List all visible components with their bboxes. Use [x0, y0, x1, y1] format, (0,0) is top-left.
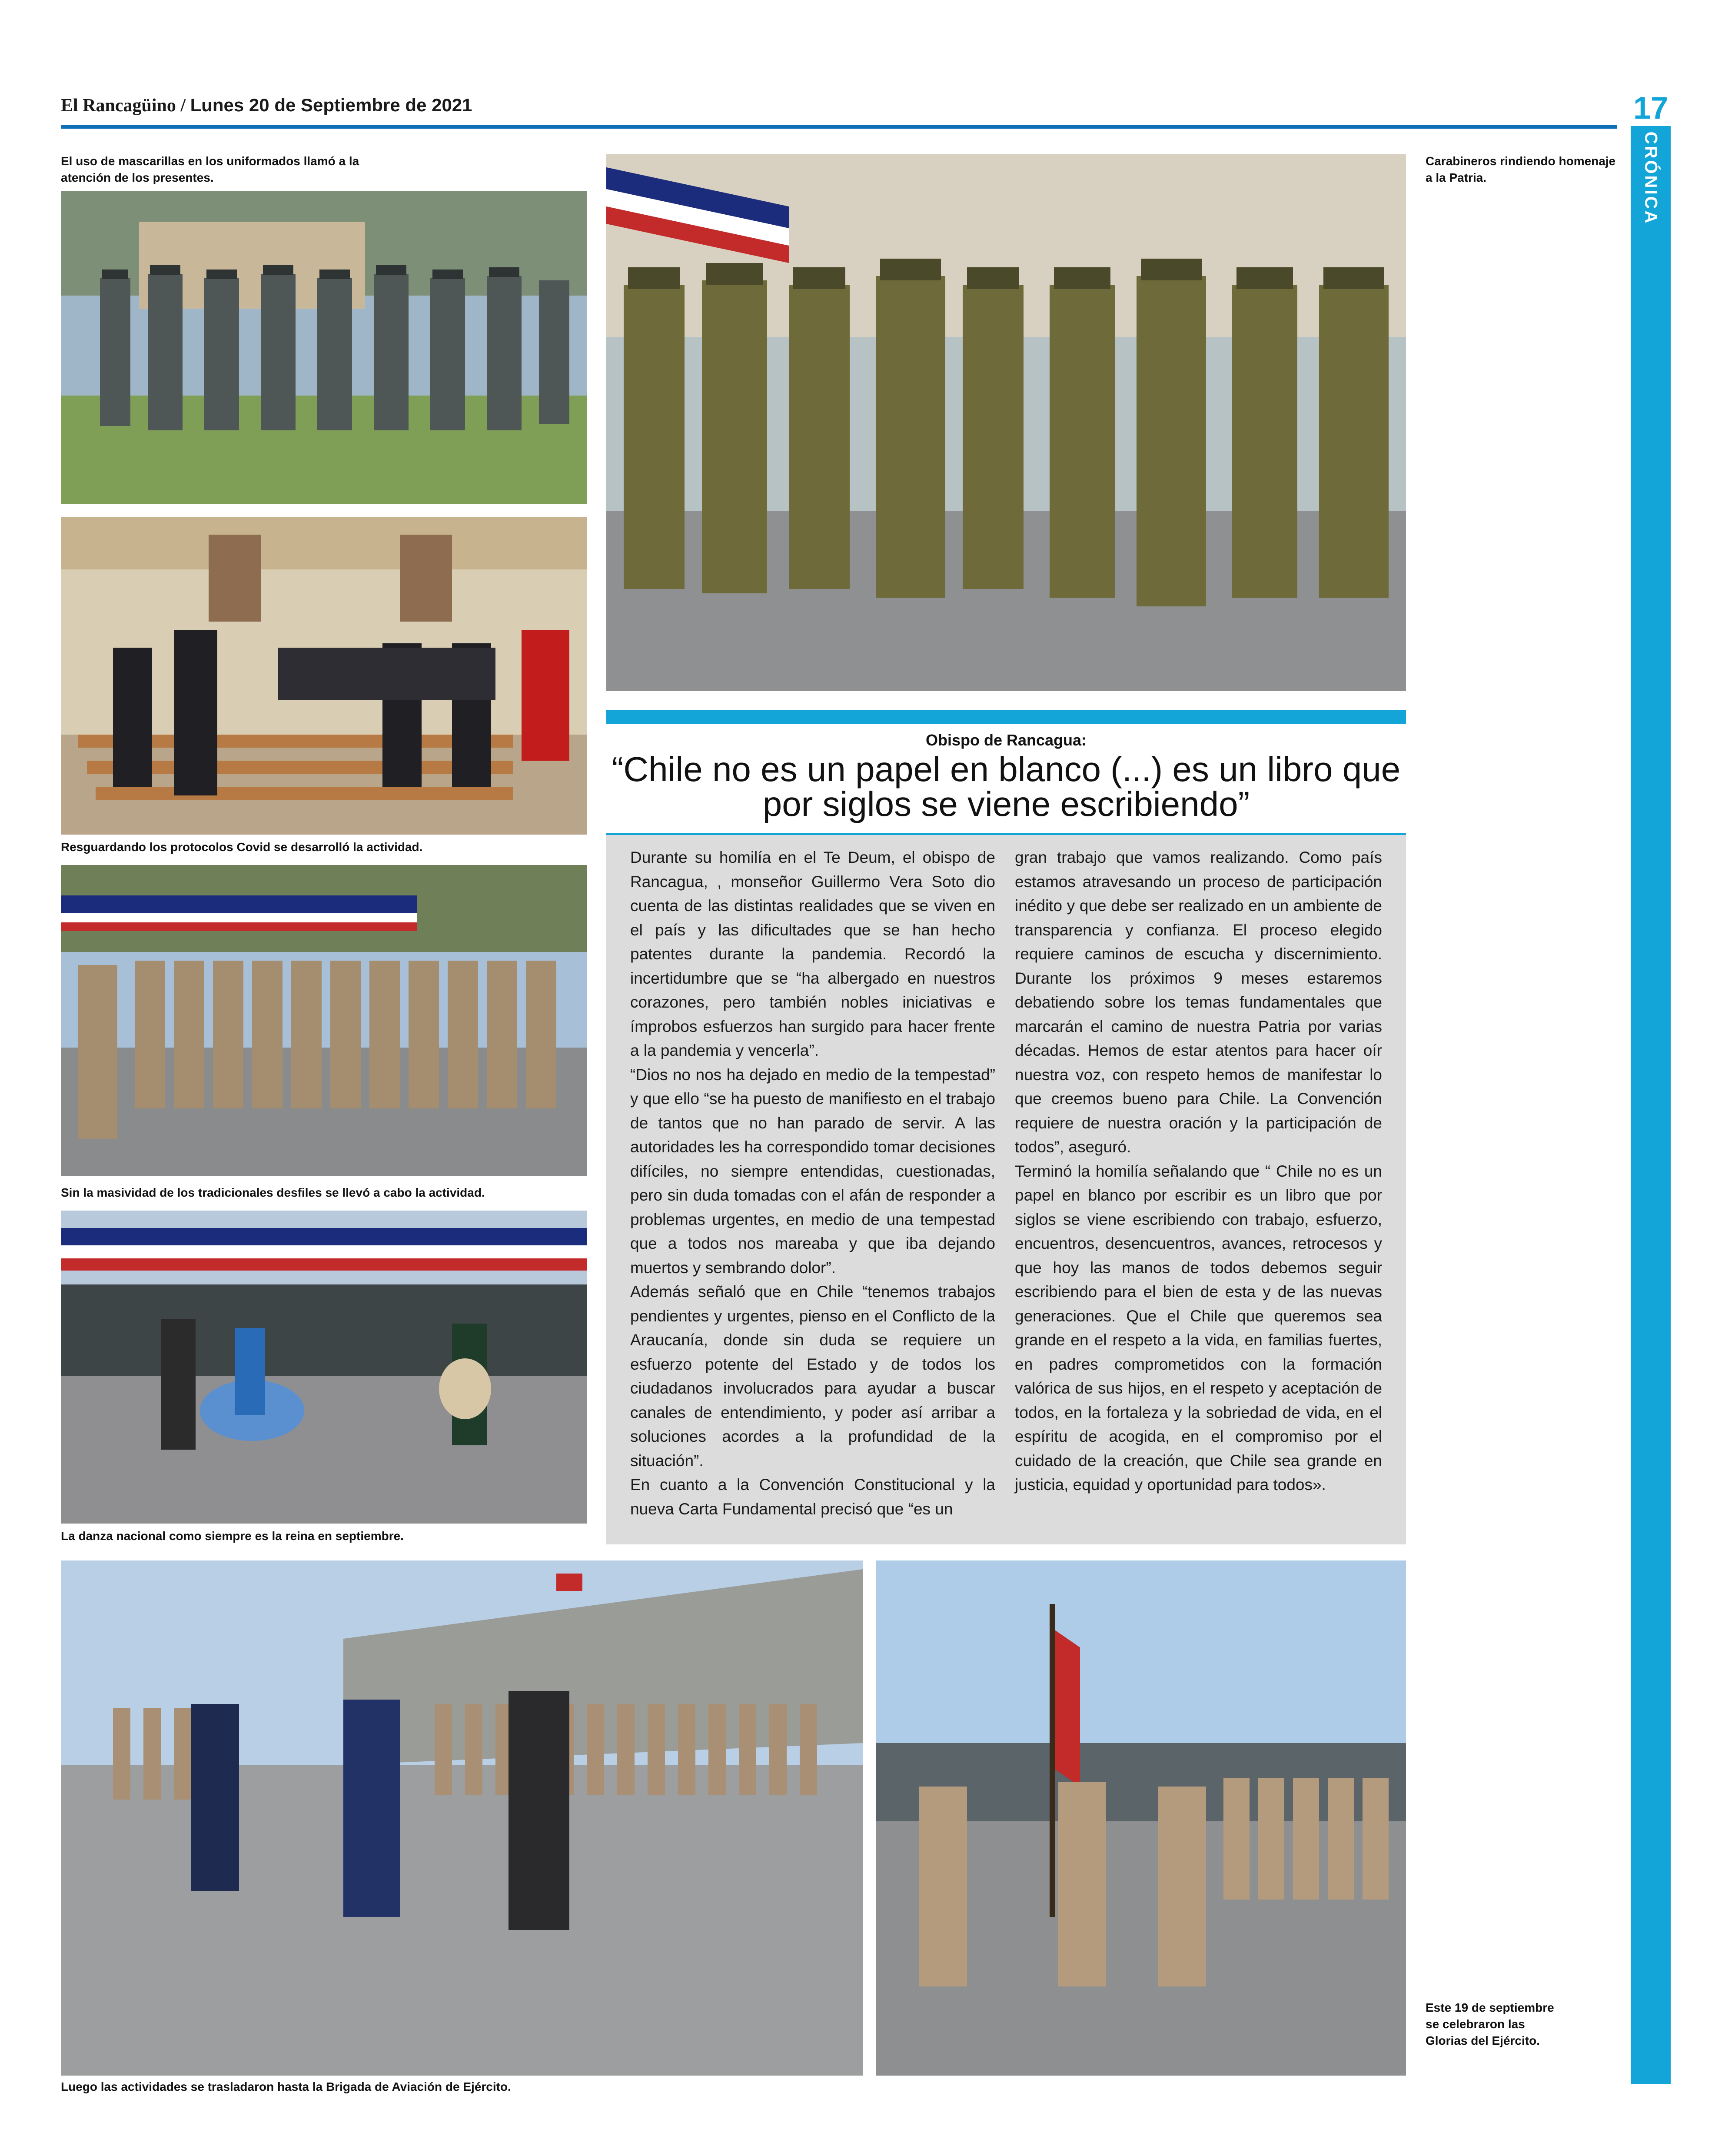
photo-army-march	[61, 865, 587, 1176]
masthead-title: El Rancagüino /	[61, 96, 186, 116]
caption-photo2: Resguardando los protocolos Covid se desarrolló la actividad.	[61, 840, 423, 854]
caption-photo4: La danza nacional como siempre es la reina en septiembre.	[61, 1529, 404, 1543]
page-number: 17	[1633, 91, 1668, 126]
caption-photo6: Luego las actividades se trasladaron hasta la Brigada de Aviación de Ejército.	[61, 2080, 511, 2093]
section-label-text: CRÓNICA	[1641, 131, 1661, 225]
caption-photo7: Este 19 de septiembre se celebraron las Glorias del Ejército.	[1426, 2001, 1554, 2047]
article-paragraph: “Dios no nos ha dejado en medio de la tempestad” y que ello “se ha puesto de manifiesto en el trabajo de tantos que no han parado de servir. A las autoridades les ha correspondido tomar decisiones difíciles, no siempre entendidas, cuestionadas, pero sin duda tomadas con el afán de responder a problemas urgentes, en medio de una tempestad que a todos nos mareaba y que iba dejando muertos y sembrando dolor”.	[630, 1065, 995, 1277]
article-paragraph: Además señaló que en Chile “tenemos trabajos pendientes y urgentes, pienso en el Conflicto de la Araucanía, donde sin duda se requiere un esfuerzo potente del Estado y de todos los ciudadanos involucrados para ayudar a buscar canales de entendimiento, y poder así arribar a soluciones acordes a la profundidad de la situación”.	[630, 1283, 995, 1470]
caption-photo1: El uso de mascarillas en los uniformados llamó a la atención de los presentes.	[61, 154, 359, 184]
section-bar	[1631, 126, 1671, 2084]
section-label	[1631, 130, 1671, 226]
photo-church-mass	[61, 517, 587, 835]
issue-date: Lunes 20 de Septiembre de 2021	[190, 95, 472, 115]
article-paragraph: En cuanto a la Convención Constitucional y la nueva Carta Fundamental precisó que “es un	[630, 1476, 995, 1518]
masthead	[61, 95, 472, 116]
article-paragraph: Terminó la homilía señalando que “ Chile no es un papel en blanco por escribir es un libro que por siglos se viene escribiendo con trabajo, esfuerzo, encuentros, desencuentros, avances, retrocesos y que hoy las manos de todos debemos seguir escribiendo para el bien de esta y de las nuevas generaciones. Que el Chile que queremos sea grande en el respeto a la vida, en familias fuertes, en padres comprometidos con la formación valórica de sus hijos, en el respeto y aceptación de todos, en la fortaleza y la sobriedad de vida, en el espíritu de acogida, en el compromiso por el cuidado de la creación, que Chile sea grande en justicia, equidad y oportunidad para todos».	[1015, 1162, 1382, 1494]
article-column-right	[1015, 845, 1382, 1497]
caption-photo3: Sin la masividad de los tradicionales desfiles se llevó a cabo la actividad.	[61, 1186, 485, 1199]
photo-brigade-aviation	[61, 1560, 863, 2076]
photo-carabineros-march	[606, 154, 1406, 691]
photo-uniformed-salute	[61, 191, 587, 504]
article-paragraph: gran trabajo que vamos realizando. Como país estamos atravesando un proceso de participación inédito y que debe ser realizado en un ambiente de transparencia y confianza. El proceso elegido requiere caminos de escucha y discernimiento. Durante los próximos 9 meses estaremos debatiendo sobre los temas fundamentales que marcarán el camino de nuestra Patria por varias décadas. Hemos de estar atentos para hacer oír nuestra voz, con respeto hemos de manifestar lo que creemos bueno para Chile. La Convención requiere de nuestra oración y la participación de todos”, aseguró.	[1015, 848, 1382, 1156]
article-kicker: Obispo de Rancagua:	[925, 731, 1087, 749]
caption-main-photo: Carabineros rindiendo homenaje a la Patria.	[1426, 154, 1616, 184]
article-column-left	[630, 845, 995, 1521]
article-top-rule	[606, 710, 1406, 724]
photo-cueca-dance	[61, 1211, 587, 1524]
article-headline: “Chile no es un papel en blanco (...) es un libro que por siglos se viene escribiendo”	[612, 750, 1401, 823]
photo-army-glories	[876, 1560, 1406, 2076]
header-rule	[61, 125, 1617, 129]
article-paragraph: Durante su homilía en el Te Deum, el obispo de Rancagua, , monseñor Guillermo Vera Soto dio cuenta de las distintas realidades que se viven en el país y las dificultades que se han hecho patentes durante la pandemia. Recordó la incertidumbre que se “ha albergado en nuestros corazones, pero también nobles iniciativas e ímprobos esfuerzos han surgido para hacer frente a la pandemia y vencerla”.	[630, 848, 995, 1059]
